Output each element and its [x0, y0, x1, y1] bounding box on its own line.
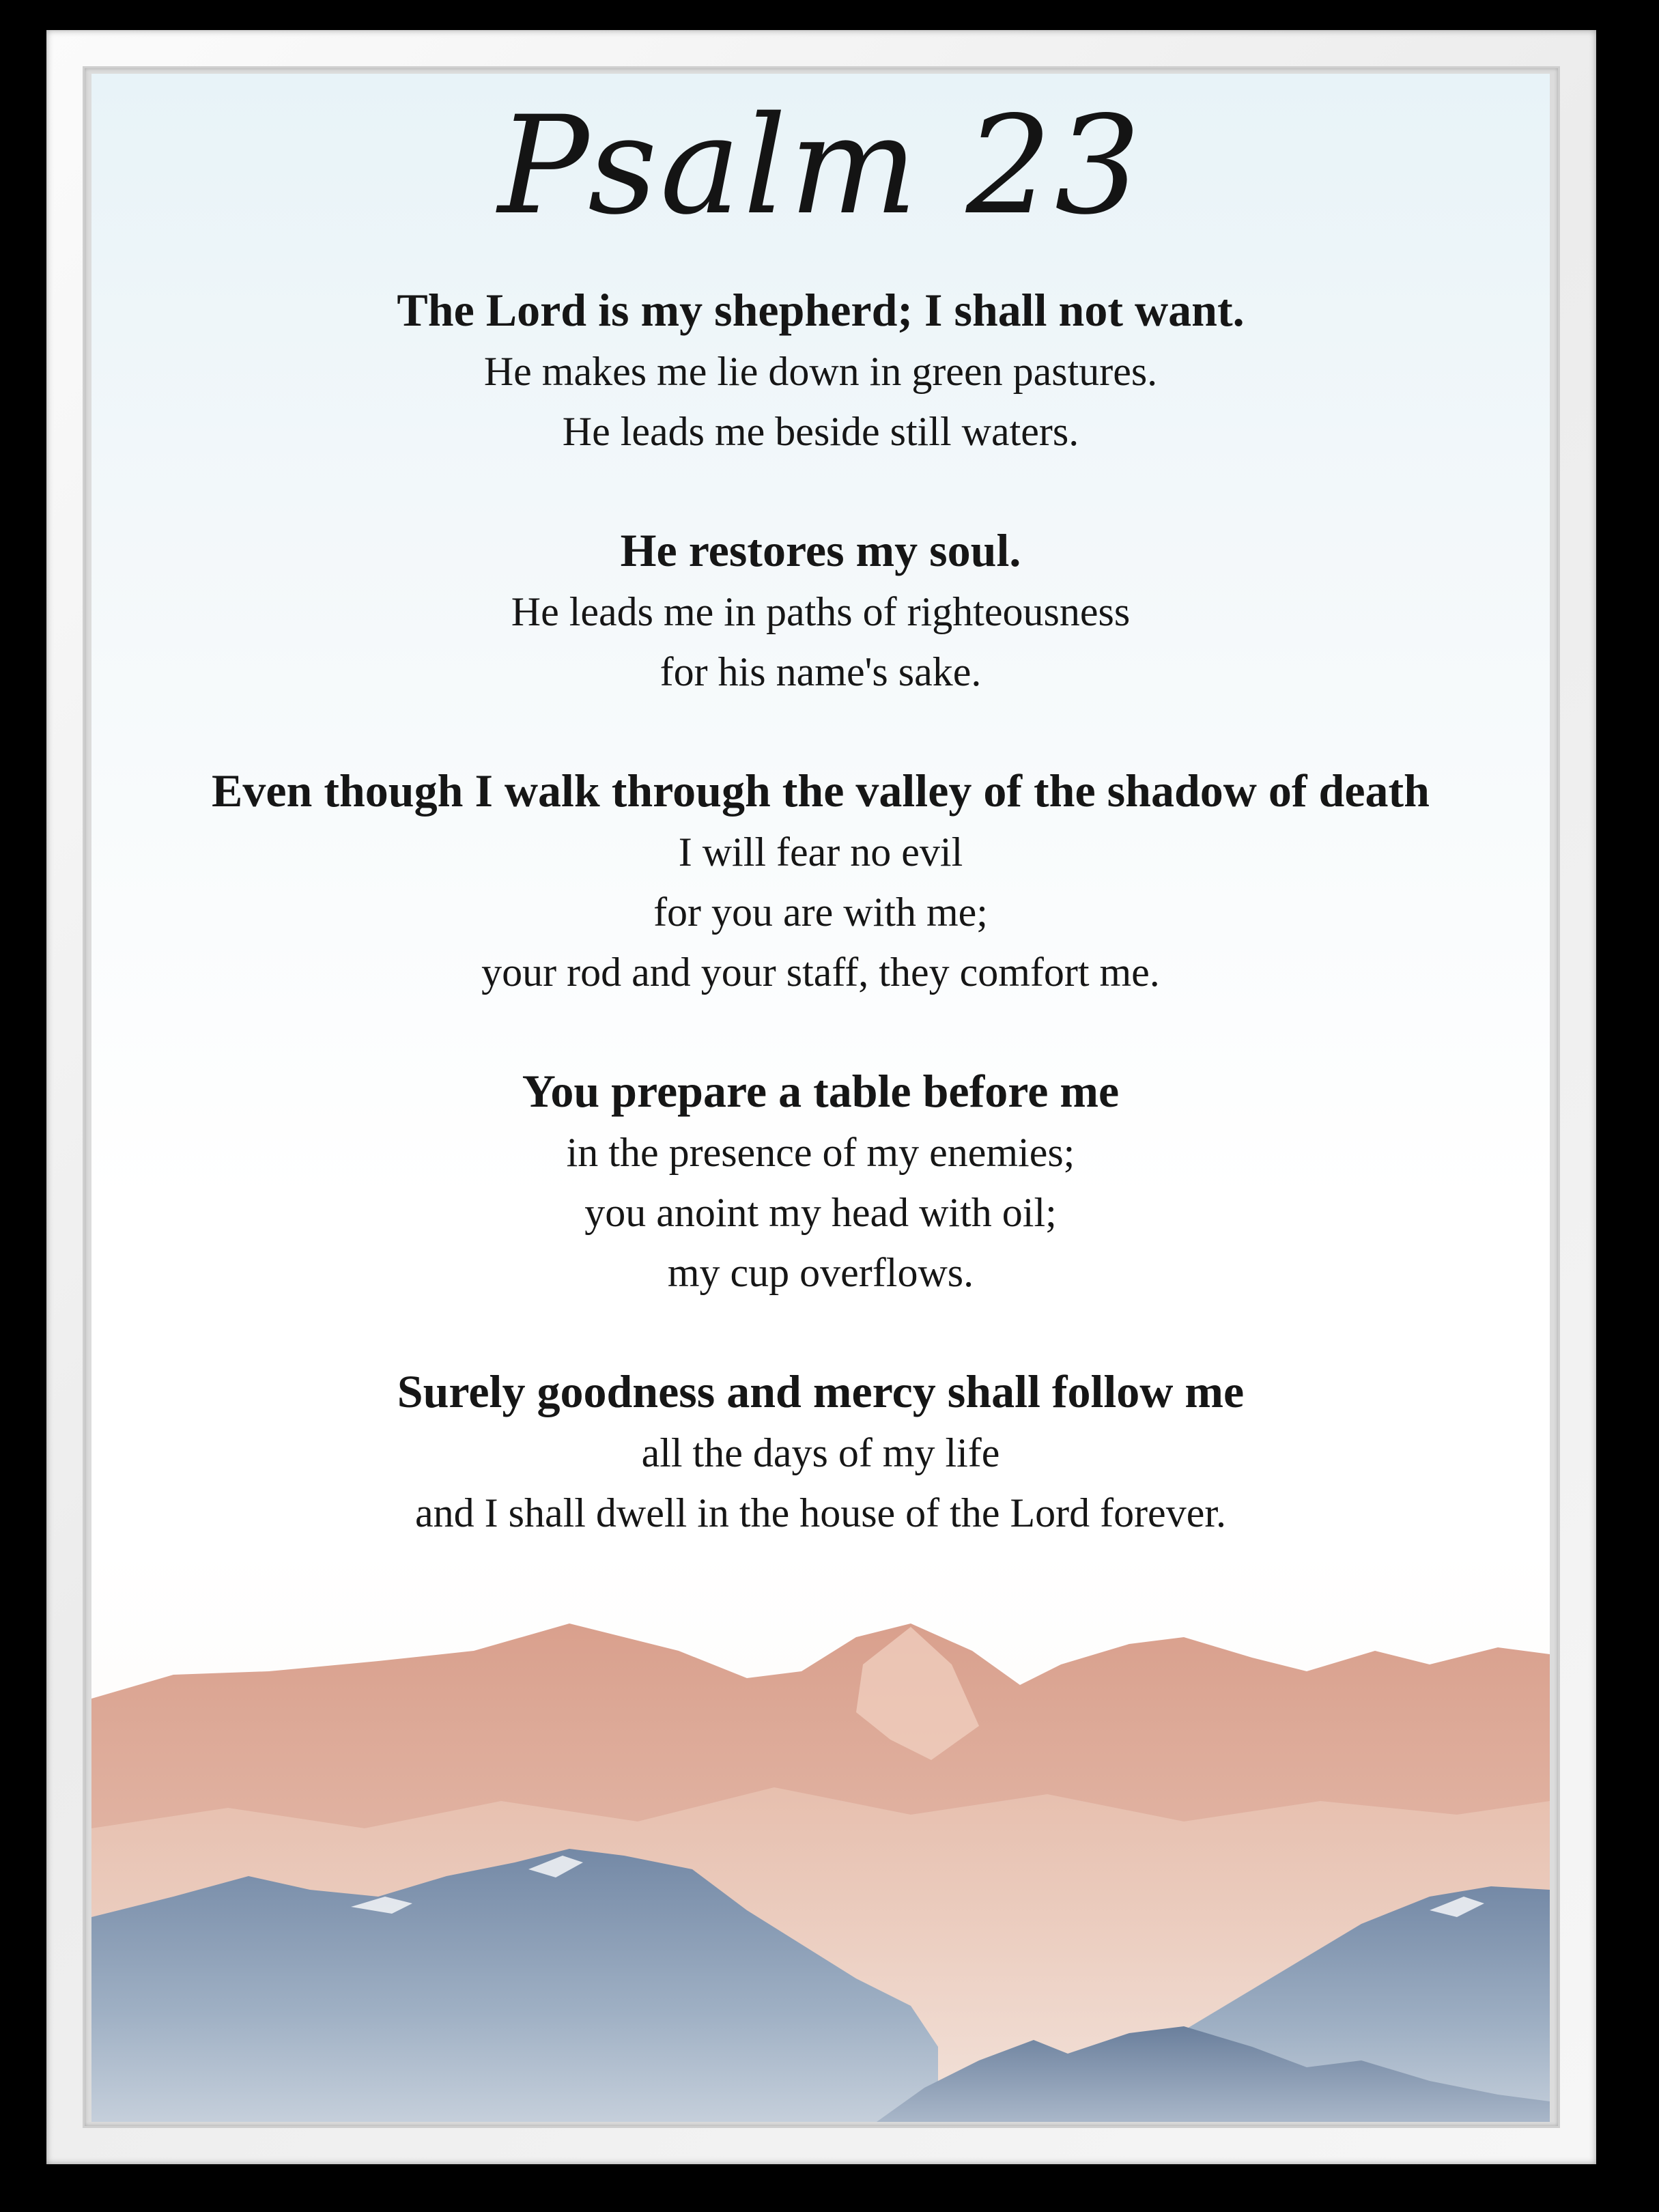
psalm-text [91, 279, 1550, 1600]
stanza-line: your rod and your staff, they comfort me. [481, 950, 1160, 995]
mountain-landscape [91, 1623, 1550, 2122]
stanza-5 [91, 1360, 1550, 1543]
stanza-heading: Surely goodness and mercy shall follow me [397, 1365, 1245, 1417]
stanza-line: my cup overflows. [667, 1250, 974, 1295]
stanza-heading: You prepare a table before me [522, 1065, 1120, 1117]
stanza-line: all the days of my life [641, 1430, 1000, 1475]
stanza-line: for his name's sake. [660, 649, 982, 694]
stanza-line: and I shall dwell in the house of the Lord forever. [415, 1490, 1226, 1535]
stanza-1 [91, 279, 1550, 462]
stanza-3 [91, 759, 1550, 1002]
stanza-heading: Even though I walk through the valley of the shadow of death [211, 765, 1430, 817]
stanza-2 [91, 519, 1550, 702]
poster-title: Psalm 23 [498, 87, 1144, 244]
stanza-line: He leads me in paths of righteousness [511, 589, 1131, 634]
stanza-line: I will fear no evil [678, 830, 963, 875]
stanza-line: for you are with me; [653, 890, 988, 935]
stanza-heading: He restores my soul. [620, 524, 1021, 576]
stanza-line: you anoint my head with oil; [584, 1190, 1057, 1235]
stanza-heading: The Lord is my shepherd; I shall not want. [397, 284, 1245, 336]
picture-frame [46, 30, 1596, 2164]
stanza-4 [91, 1060, 1550, 1303]
stanza-line: He makes me lie down in green pastures. [483, 349, 1158, 394]
stanza-line: in the presence of my enemies; [566, 1130, 1075, 1175]
poster-print [91, 74, 1550, 2122]
stanza-line: He leads me beside still waters. [562, 409, 1079, 454]
